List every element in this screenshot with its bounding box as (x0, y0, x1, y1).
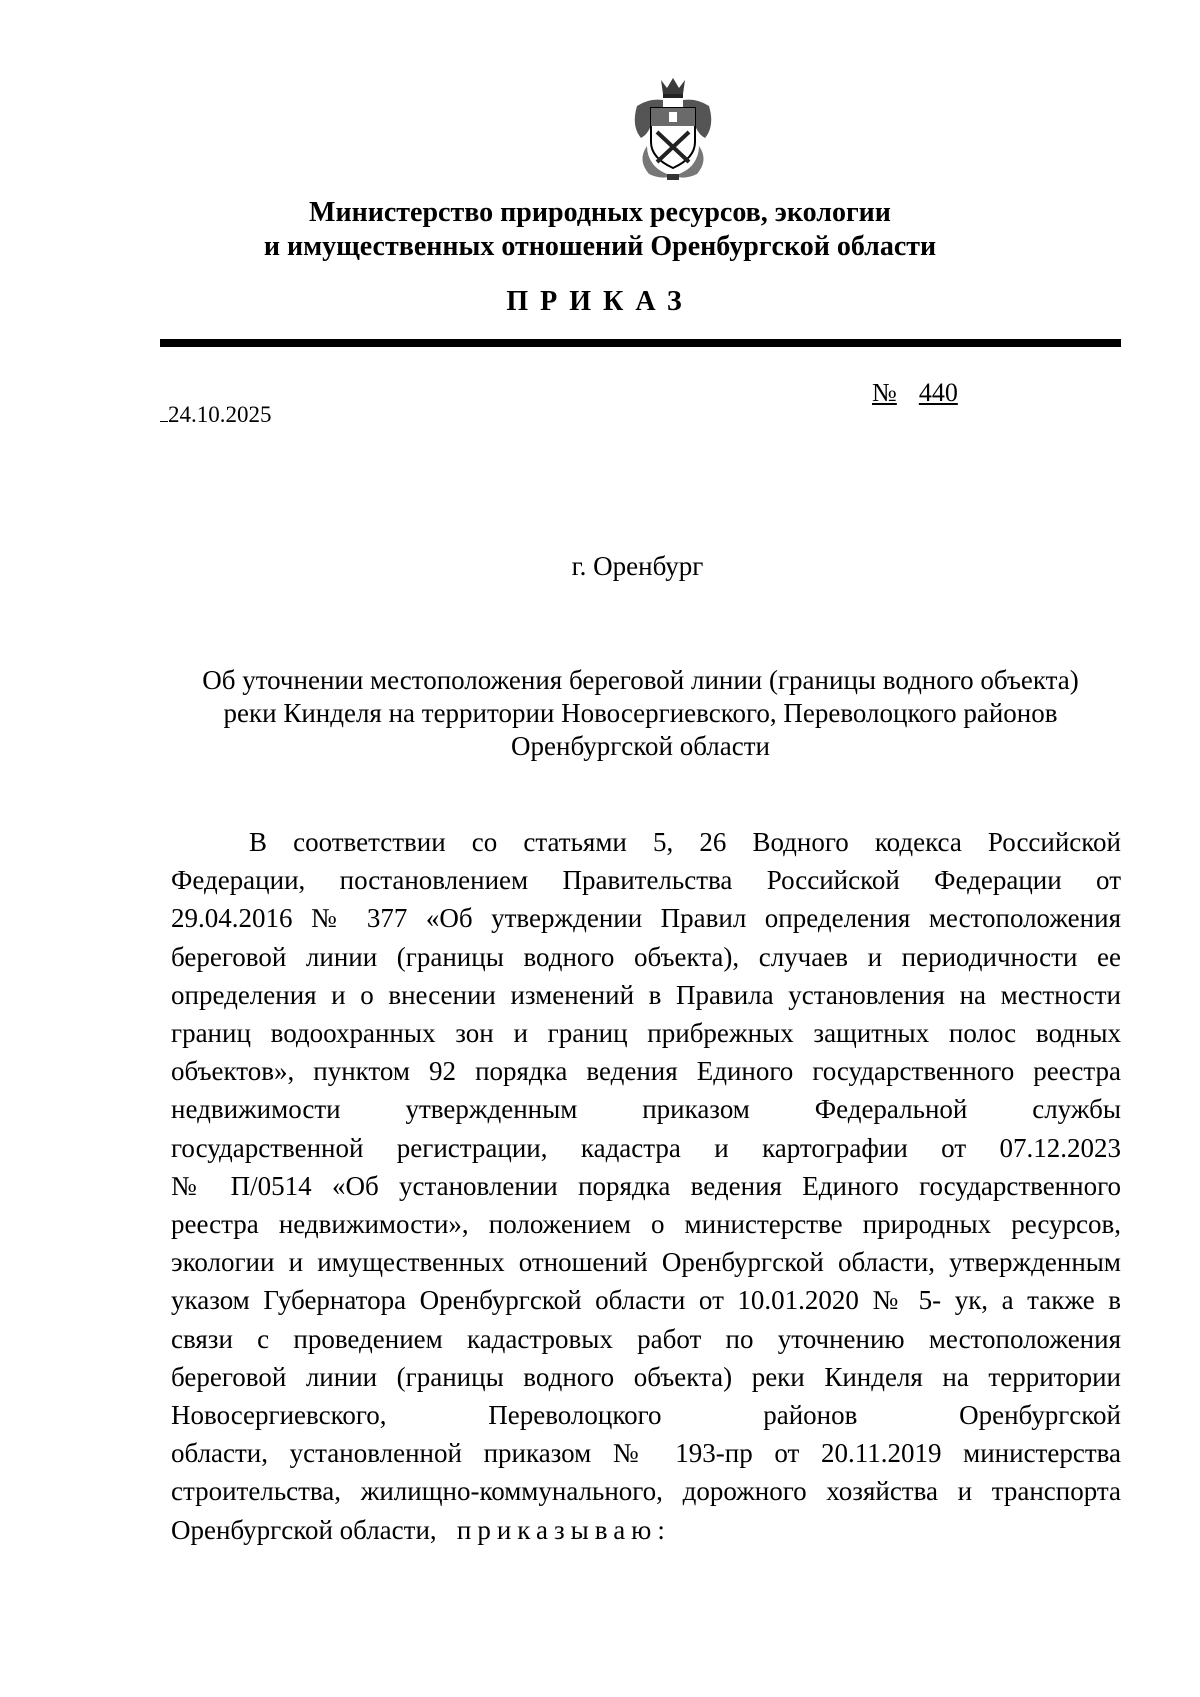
body-line: В соответствии со статьями 5, 26 Водного кодекса Российской (249, 827, 1121, 857)
body-line: указом Губернатора Оренбургской области от 10.01.2020 № 5- ук, а также в (171, 1285, 1121, 1316)
coat-of-arms-icon (627, 76, 719, 182)
body-line: строительства, жилищно-коммунального, дорожного хозяйства и транспорта (171, 1476, 1121, 1507)
subject-line: Оренбургской области (511, 731, 770, 761)
ministry-name-line-2: и имущественных отношений Оренбургской области (263, 231, 937, 262)
document-date-value: 24.10.2025 (168, 402, 272, 427)
body-line: объектов», пунктом 92 порядка ведения Единого государственного реестра (171, 1056, 1121, 1087)
body-line: границ водоохранных зон и границ прибрежных защитных полос водных (171, 1018, 1121, 1049)
document-subject (160, 664, 1121, 763)
body-line: Новосергиевского, Переволоцкого районов Оренбургской (171, 1400, 1121, 1431)
header-divider (160, 339, 1121, 347)
body-line: государственной регистрации, кадастра и картографии от 07.12.2023 (171, 1132, 1121, 1163)
document-body (171, 823, 1121, 1549)
subject-line: реки Кинделя на территории Новосергиевского, Переволоцкого районов (223, 698, 1058, 728)
order-directive: приказываю: (456, 1514, 671, 1545)
ministry-name-line-1: Министерство природных ресурсов, экологии (309, 197, 891, 228)
body-line: связи с проведением кадастровых работ по уточнению местоположения (171, 1323, 1121, 1354)
body-line: недвижимости утвержденным приказом Федеральной службы (171, 1094, 1121, 1125)
document-type-title: ПРИКАЗ (506, 286, 694, 317)
body-last-line-prefix: Оренбургской области, (171, 1514, 437, 1545)
ministry-name (0, 196, 1200, 264)
document-number-value: 440 (918, 378, 958, 407)
body-line: № П/0514 «Об установлении порядка ведения Единого государственного (171, 1170, 1121, 1201)
body-last-line (171, 1511, 1121, 1549)
document-number (872, 378, 958, 408)
body-line: береговой линии (границы водного объекта), случаев и периодичности ее (171, 941, 1121, 972)
document-city: г. Оренбург (571, 551, 704, 581)
body-line: определения и о внесении изменений в Правила установления на местности (171, 979, 1121, 1010)
number-sign: № (872, 378, 897, 407)
body-line: области, установленной приказом № 193-пр от 20.11.2019 министерства (171, 1438, 1121, 1469)
body-line: экологии и имущественных отношений Оренбургской области, утвержденным (171, 1247, 1121, 1278)
document-date (160, 399, 272, 428)
body-line: реестра недвижимости», положением о министерстве природных ресурсов, (171, 1209, 1121, 1240)
body-line: 29.04.2016 № 377 «Об утверждении Правил определения местоположения (171, 903, 1121, 934)
subject-line: Об уточнении местоположения береговой линии (границы водного объекта) (202, 665, 1079, 695)
body-line: Федерации, постановлением Правительства Российской Федерации от (171, 865, 1121, 896)
body-line: береговой линии (границы водного объекта) реки Кинделя на территории (171, 1361, 1121, 1392)
